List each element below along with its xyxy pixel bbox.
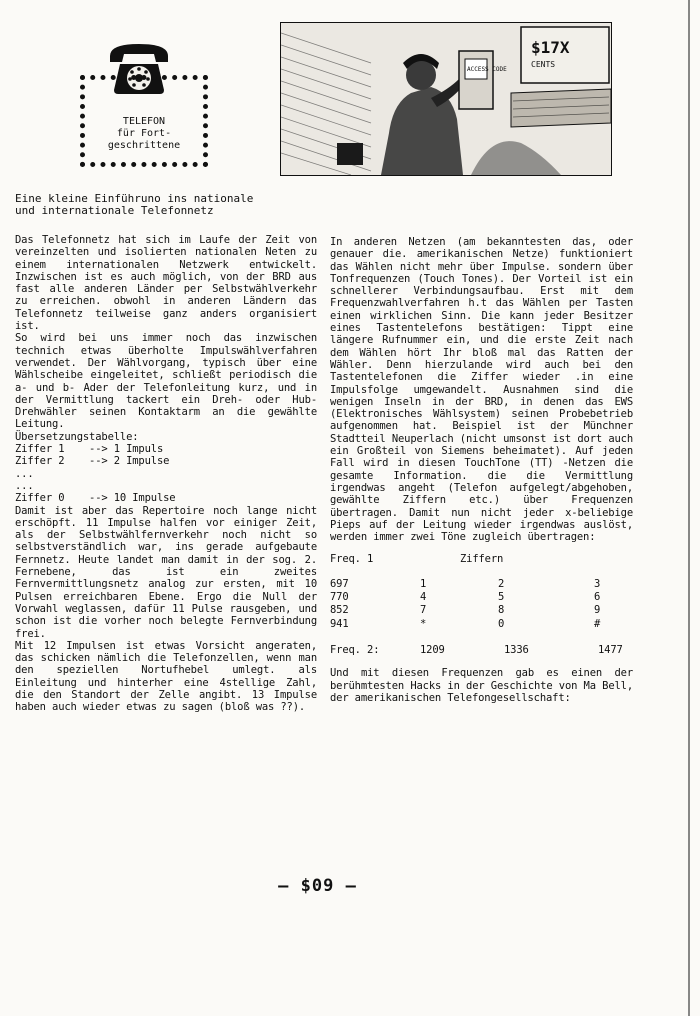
frequency-row: 697 1 2 3 <box>330 577 601 590</box>
left-column <box>15 234 317 714</box>
paragraph: Und mit diesen Frequenzen gab es einen der berühmtesten Hacks in der Geschichte von Ma Bell, der amerikanischen Telefongesellschaft: <box>330 667 633 704</box>
frequency-table <box>330 553 623 657</box>
intro-title: Eine kleine Einführuno ins nationale und internationale Telefonnetz <box>15 192 254 217</box>
paragraph: Übersetzungstabelle: <box>15 430 139 443</box>
frequency-footer-row: Freq. 2: 1209 1336 1477 <box>330 643 623 656</box>
frequency-header-row <box>330 553 623 566</box>
sign-unit: CENTS <box>531 60 556 69</box>
right-column <box>330 236 633 704</box>
frequency-row: 852 7 8 9 <box>330 604 601 617</box>
digits-label: Ziffern <box>460 553 504 566</box>
logo-text: TELEFON für Fort- geschrittene <box>107 116 181 151</box>
translation-table: Ziffer 1 --> 1 Impuls Ziffer 2 --> 2 Impulse ... ... Ziffer 0 --> 10 Impulse <box>15 443 176 505</box>
scan-edge <box>688 0 690 1016</box>
freq1-label: Freq. 1 <box>330 553 374 566</box>
page-number: — $09 — <box>278 876 357 896</box>
paragraph: Mit 12 Impulsen ist etwas Vorsicht angeraten, das schicken nämlich die Telefonzellen, wenn man den speziellen Nortufhebel umlegt. als Einleitung und hinterher eine 4stellige Zahl, die den Standort der Zelle angibt. 13 Impulse haben auch wieder etwas zu sagen (bloß was ??). <box>15 639 317 714</box>
paragraph: So wird bei uns immer noch das inzwischen technich etwas überholte Impulswählverfahren verwendet. Der Wählvorgang, typisch über eine Wählscheibe eingeleitet, schließt periodisch die a- und b- Ader der Telefonleitung kurz, und in der Vermittlung tackert ein Dreh- oder Hub-Drehwähler seinen Kontaktarm an die gewählte Leitung. <box>15 332 317 431</box>
paragraph: Das Telefonnetz hat sich im Laufe der Zeit von vereinzelten und isolierten nationalen Neten zu einem internationalen Netzwerk entwickelt. Inzwischen ist es auch möglich, von der BRD aus fast alle anderen Länder per Selbstwählverkehr zu erreichen. obwohl in anderen Ländern das Telefonnetz teilweise ganz anders organisiert ist. <box>15 234 317 333</box>
frequency-row: 941 * 0 # <box>330 617 601 630</box>
freq2-label: Freq. 2: <box>330 643 380 656</box>
frequency-row: 770 4 5 6 <box>330 591 601 604</box>
paragraph: In anderen Netzen (am bekanntesten das, oder genauer die. amerikanischen Netze) funktioniert das Wählen nicht mehr über Impulse. sondern über Tonfrequenzen (Touch Tones). Der Vorteil ist ein schnellerer Verbindungsaufbau. Erst mit dem Frequenzwahlverfahren h.t das Wählen per Tasten einen wirklichen Sinn. Die kann jeder Besitzer eines Tastentelefons bestätigen: Tippt eine längere Rufnummer ein, und die erste Zeit nach dem Wählen hört Ihr bloß mal das Ratten der Wähler. Denn hierzulande wird auch bei den Tastentelefonen die Ziffer wieder .in eine Impulsfolge umgewandelt. Ausnahmen sind die wenigen Inseln in der BRD, in denen das EWS (Elektronisches Wählsystem) seinen Probebetrieb aufgenommen hat. Beispiel ist der Münchner Stadtteil Neuperlach (nicht umsonst ist dort auch ein Großteil von Siemens beheimatet). Auf jeden Fall wird in diesen TouchTone (TT) -Netzen die gesamte Information. die die Vermittlung irgendwas angeht (Telefon aufgelegt/abgehoben, gewählte Ziffern etc.) über Frequenzen übertragen. Damit nun nicht jeder x-beliebige Pieps auf der Leitung wieder irgendwas auslöst, werden immer zwei Töne zugleich übertragen: <box>330 236 633 544</box>
paragraph: Damit ist aber das Repertoire noch lange nicht erschöpft. 11 Impulse halfen vor einiger Zeit, als der Selbstwählfernverkehr noch nicht so selbstverständlich war, ins gerade aufgebaute Fernnetz. Heute landet man damit in der sog. 2. Fernebene, das ist ein zweites Fernvermittlungsnetz analog zur ersten, mit 10 Pulsen erreichbaren Ebene. Ergo die Null der Vorwahl weglassen, dafür 11 Pulse rausgeben, und schon ist die vorher noch belegte Fernverbindung frei. <box>15 504 317 640</box>
access-code-poster: ACCESS CODE <box>467 66 507 73</box>
header-illustration <box>280 22 612 176</box>
sign-price: $17X <box>531 38 570 57</box>
